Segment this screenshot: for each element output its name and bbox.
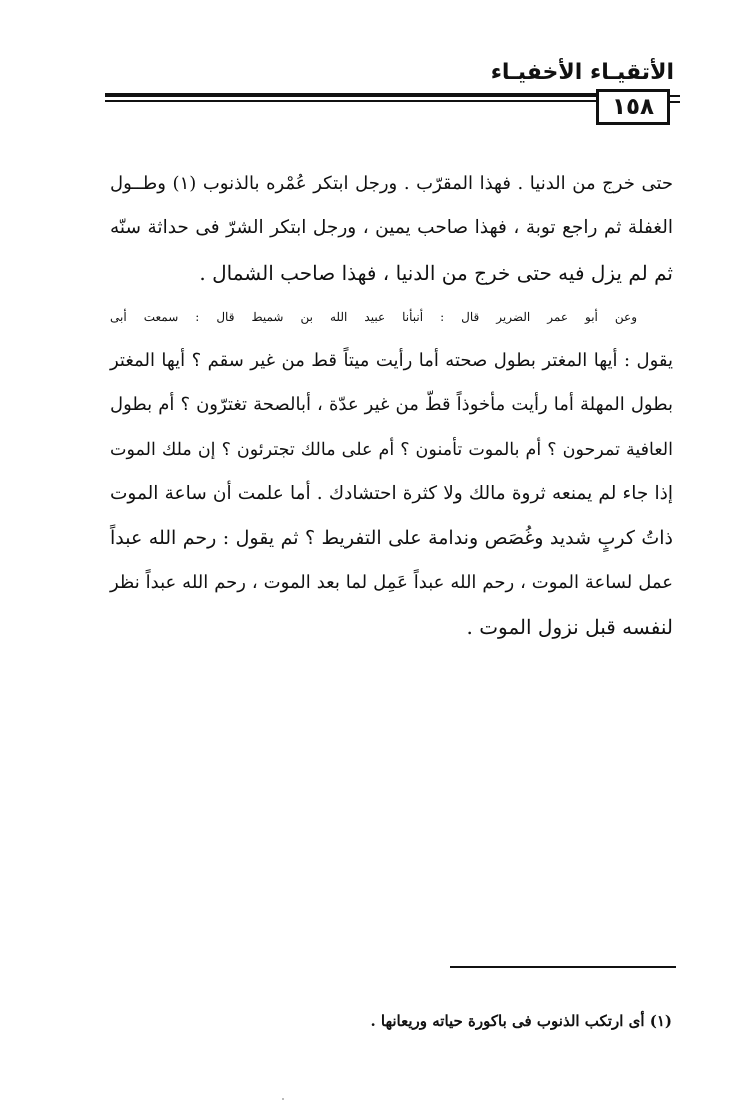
text-line: لنفسه قبل نزول الموت . bbox=[466, 614, 673, 639]
footnote-separator bbox=[450, 966, 676, 968]
running-title: الأتقيـاء الأخفيـاء bbox=[490, 60, 674, 85]
text-line: عمل لساعة الموت ، رحم الله عبداً عَمِل لما بعد الموت ، رحم الله عبداً نظر bbox=[110, 571, 673, 593]
text-line: وعن أبو عمر الضرير قال : أنبأنا عبيد الله بن شميط قال : سمعت أبى bbox=[110, 309, 637, 324]
paragraph-1 bbox=[110, 162, 673, 295]
main-text bbox=[110, 162, 673, 649]
page-number-ornament bbox=[670, 95, 680, 105]
text-line: إذا جاء لم يمنعه ثروة مالك ولا كثرة احتشادك . أما علمت أن ساعة الموت bbox=[110, 483, 673, 505]
header-rule-thick bbox=[105, 93, 625, 97]
footnote: (١) أى ارتكب الذنوب فى باكورة حياته وريعانها . bbox=[370, 1012, 672, 1030]
text-line: يقول : أيها المغتر بطول صحته أما رأيت ميتاً قط من غير سقم ؟ أيها المغتر bbox=[110, 350, 673, 372]
page-number: ١٥٨ bbox=[596, 89, 670, 125]
scan-speck bbox=[282, 1098, 284, 1100]
text-line: الغفلة ثم راجع توبة ، فهذا صاحب يمين ، ورجل ابتكر الشرّ فى حداثة سنّه bbox=[110, 217, 673, 239]
paragraph-2 bbox=[110, 295, 673, 649]
header-rule-thin bbox=[105, 100, 625, 102]
text-line: ثم لم يزل فيه حتى خرج من الدنيا ، فهذا صاحب الشمال . bbox=[199, 260, 673, 285]
text-line: ذاتُ كربٍ شديد وغُصَص وندامة على التفريط ؟ ثم يقول : رحم الله عبداً bbox=[110, 527, 673, 550]
text-line: حتى خرج من الدنيا . فهذا المقرّب . ورجل ابتكر عُمْره بالذنوب (١) وطــول bbox=[110, 173, 674, 194]
text-line: بطول المهلة أما رأيت مأخوذاً قطّ من غير عدّة ، أبالصحة تغترّون ؟ أم بطول bbox=[110, 394, 673, 416]
text-line: العافية تمرحون ؟ أم بالموت تأمنون ؟ أم على مالك تجترئون ؟ إن ملك الموت bbox=[110, 439, 673, 460]
